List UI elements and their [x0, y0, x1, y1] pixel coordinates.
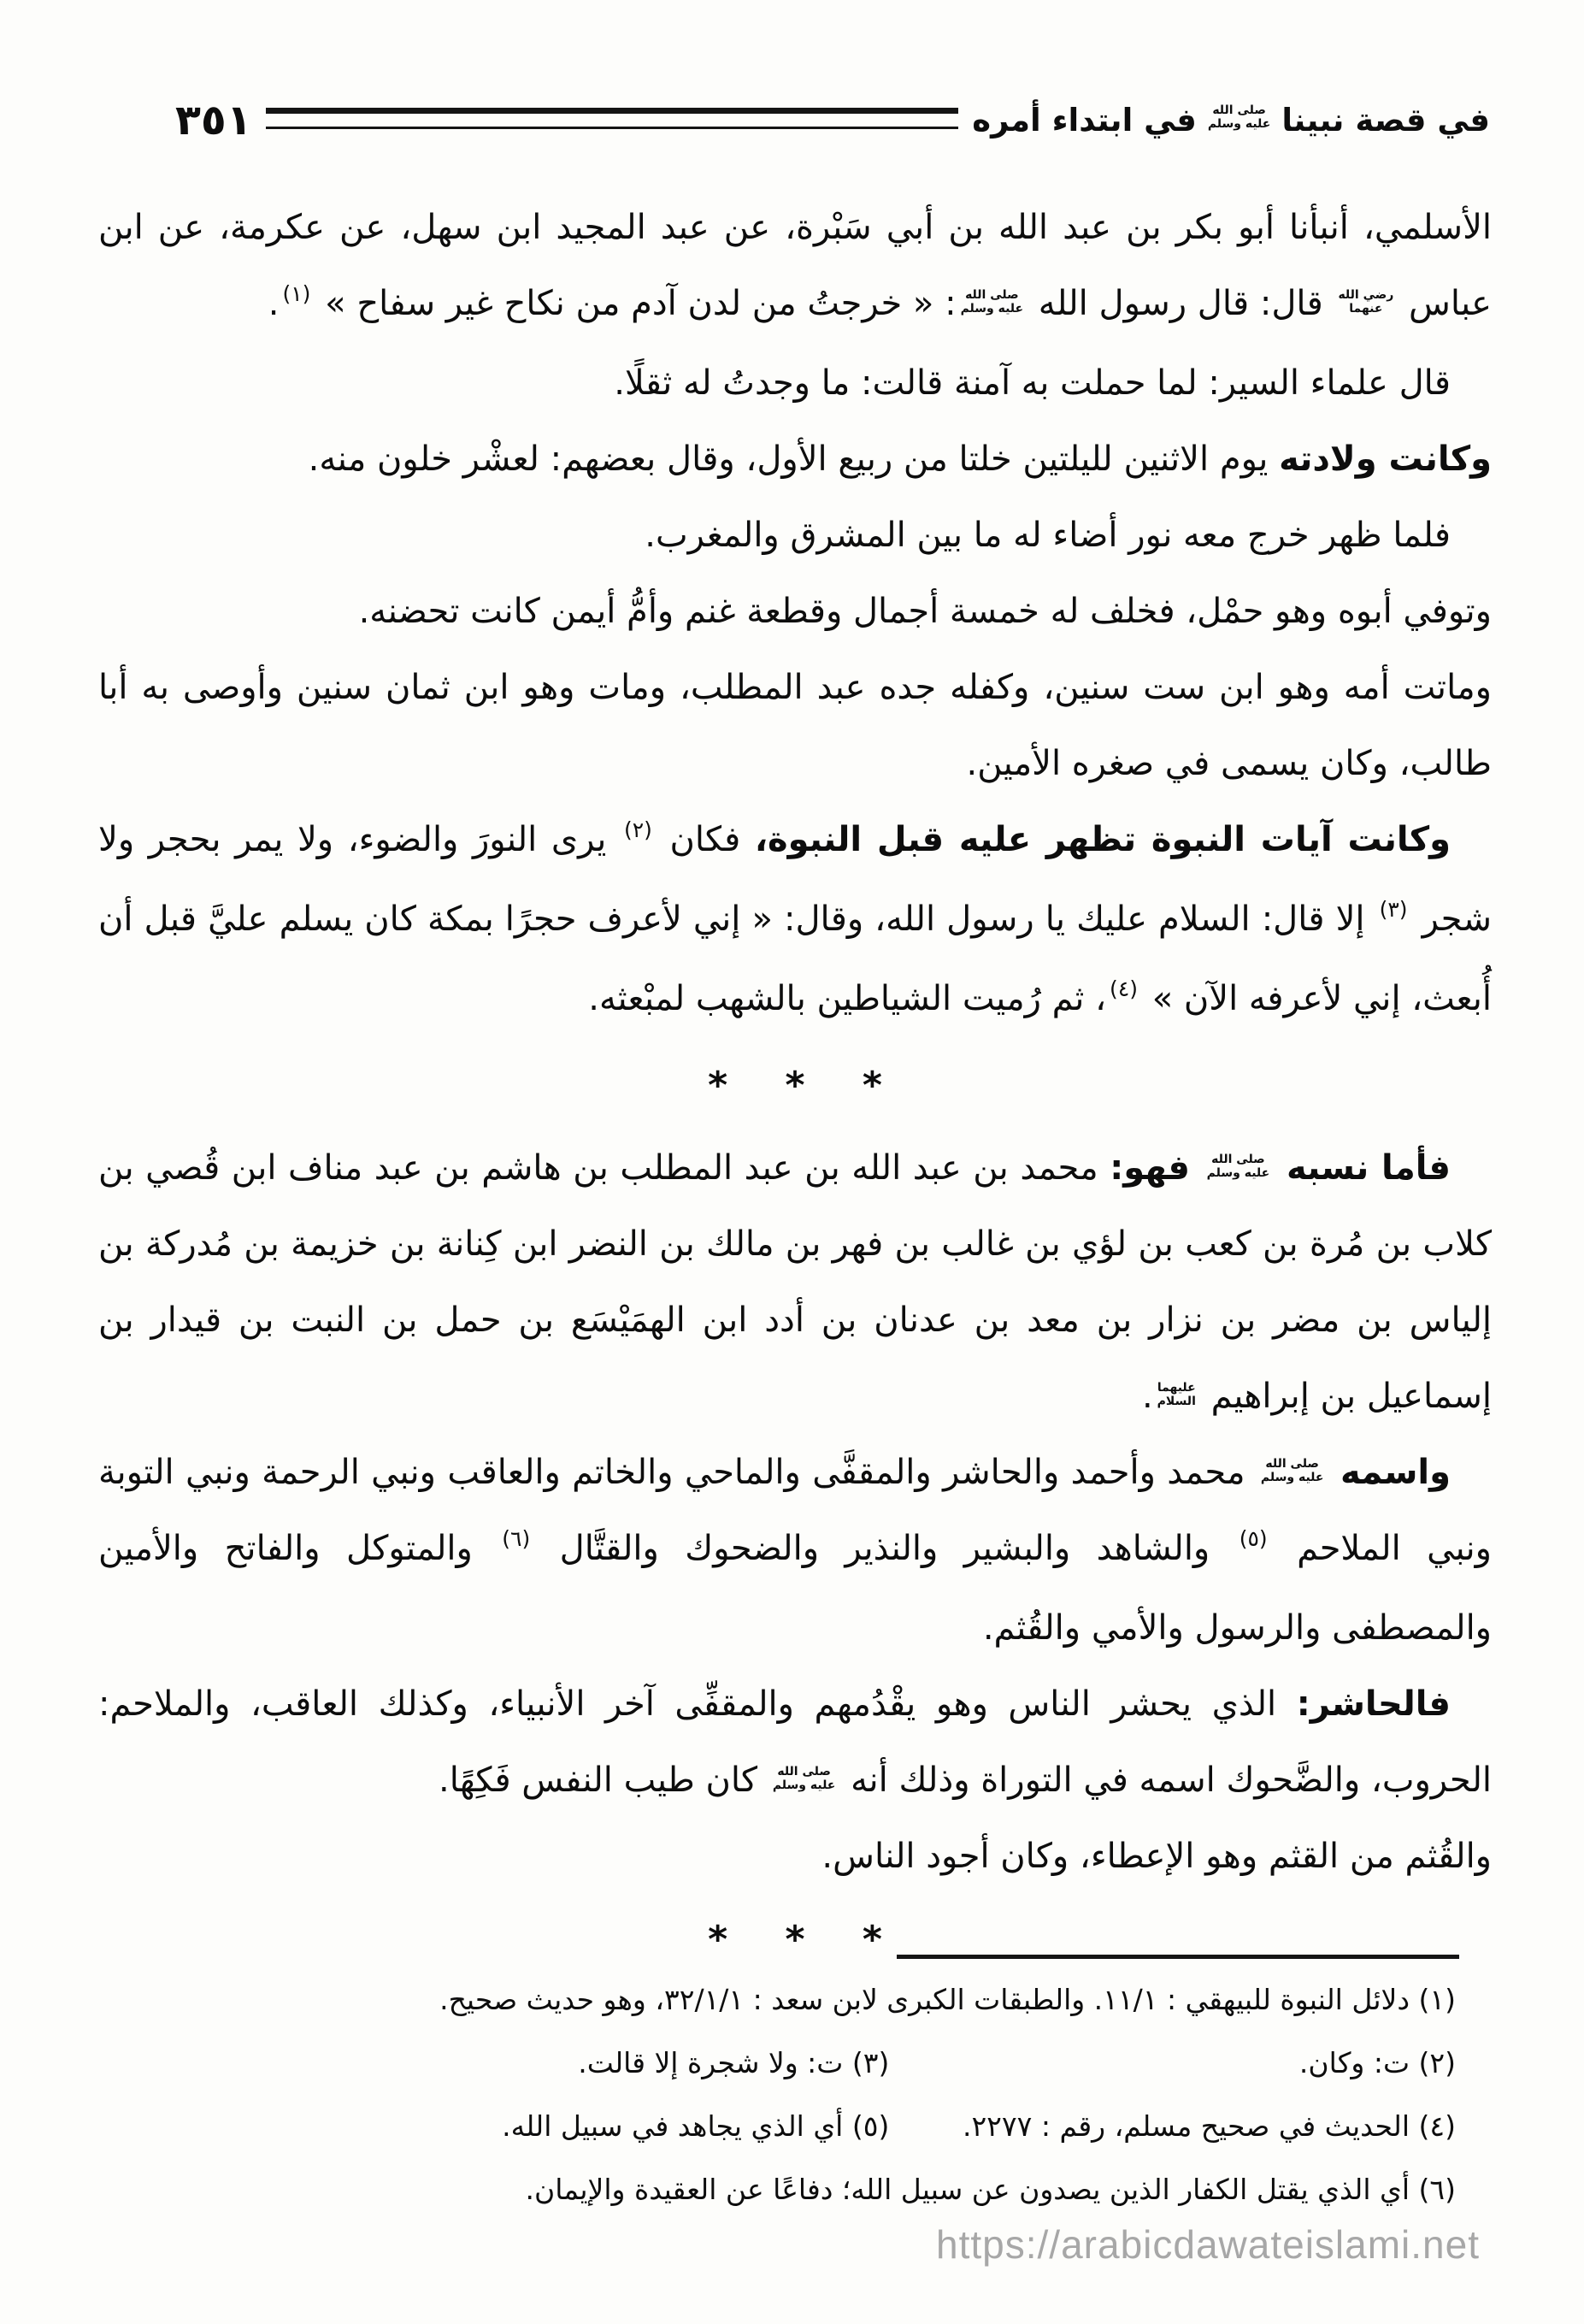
footnote-row — [250, 2032, 1456, 2095]
text-run: إلا قال: السلام عليك يا رسول الله، وقال: « إني لأعرف حجرًا بمكة كان يسلم عليَّ قبل أن أُبعث، إني لأعرفه الآن » — [98, 900, 1492, 1018]
footnote-ref: (٤) — [1110, 976, 1139, 1001]
body-paragraph — [98, 1130, 1492, 1435]
honorific-line: صلى الله — [965, 288, 1019, 302]
bold-text-run: فأما نسبه — [1274, 1148, 1451, 1188]
footnote-row — [250, 1968, 1456, 2032]
header-title — [972, 102, 1490, 139]
body-paragraph — [98, 574, 1492, 650]
honorific-symbol — [1207, 1153, 1270, 1180]
footnote: (١) دلائل النبوة للبيهقي : ١١/١. والطبقات الكبرى لابن سعد : ٣٢/١/١، وهو حديث صحيح. — [439, 1983, 1456, 2016]
footnote-ref: (١) — [282, 281, 311, 306]
bold-text-run: فهو: — [1110, 1148, 1203, 1188]
footnote: (٢) ت: وكان. — [1298, 2046, 1456, 2079]
body-paragraph — [98, 1666, 1492, 1819]
honorific-line: عليه وسلم — [1206, 1166, 1270, 1180]
text-run: محمد وأحمد والحاشر والمقفَّى والماحي والخاتم والعاقب ونبي الرحمة ونبي التوبة ونبي الملاحم — [98, 1453, 1493, 1568]
honorific-symbol — [1208, 103, 1271, 131]
text-run: ، ثم رُميت الشياطين بالشهب لمبْعثه. — [588, 979, 1107, 1018]
footnotes — [250, 1968, 1456, 2221]
honorific-symbol — [961, 288, 1024, 316]
text-run: والقُثم من القثم وهو الإعطاء، وكان أجود الناس. — [821, 1837, 1492, 1876]
body-paragraph — [98, 802, 1492, 1041]
footnote: (٥) أي الذي يجاهد في سبيل الله. — [502, 2109, 890, 2143]
honorific-line: عليهما — [1157, 1381, 1196, 1395]
honorific-line: صلى الله — [1212, 103, 1266, 117]
footnote-separator-rule — [897, 1955, 1459, 1959]
honorific-line: صلى الله — [1211, 1153, 1265, 1166]
text-run: : « خرجتُ من لدن آدم من نكاح غير سفاح » — [314, 284, 957, 323]
honorific-symbol — [773, 1765, 836, 1792]
body-paragraph — [98, 1435, 1492, 1666]
text-run: وماتت أمه وهو ابن ست سنين، وكفله جده عبد المطلب، ومات وهو ابن ثمان سنين وأوصى به أبا طالب، وكان يسمى في صغره الأمين. — [98, 668, 1492, 783]
text-run: قال: قال رسول الله — [1028, 284, 1334, 323]
body-paragraph — [98, 190, 1492, 345]
text-run: وتوفي أبوه وهو حمْل، فخلف له خمسة أجمال وقطعة غنم وأمُّ أيمن كانت تحضنه. — [358, 592, 1492, 631]
honorific-line: صلى الله — [777, 1765, 831, 1778]
header-rule — [266, 108, 959, 129]
text-run: قال علماء السير: لما حملت به آمنة قالت: ما وجدتُ له ثقلًا. — [614, 363, 1451, 403]
text-run: في قصة نبينا — [1281, 102, 1490, 139]
honorific-line: عليه وسلم — [1207, 116, 1271, 131]
bold-text-run: فالحاشر: — [1296, 1684, 1451, 1724]
text-run: في ابتداء أمره — [972, 102, 1197, 139]
footnote: (٣) ت: ولا شجرة إلا قالت. — [578, 2046, 890, 2079]
text-run: والمتوكل والفاتح والأمين والمصطفى والرسول والأمي والقُثم. — [98, 1529, 1492, 1648]
footnote-ref: (٣) — [1379, 897, 1408, 922]
footnote-row — [250, 2095, 1456, 2158]
bold-text-run: وكانت ولادته — [1279, 439, 1492, 479]
body-text — [98, 190, 1492, 1985]
text-run: يرى النورَ والضوء، ولا يمر بحجر ولا شجر — [98, 820, 1493, 939]
text-run: فكان — [655, 820, 755, 859]
stars-separator: * * * — [708, 1918, 882, 1961]
text-run: الذي يحشر الناس وهو يقْدُمهم والمقفِّى آخر الأنبياء، وكذلك العاقب، والملاحم: الحروب، والضَّحوك اسمه في التوراة وذلك أنه — [98, 1684, 1492, 1800]
page-number: ٣٥١ — [175, 96, 252, 145]
text-run: . — [1141, 1377, 1153, 1416]
page-header — [175, 96, 1490, 145]
honorific-line: عنهما — [1349, 302, 1383, 316]
bold-text-run: وكانت آيات النبوة تظهر عليه قبل النبوة، — [754, 820, 1452, 859]
body-paragraph — [98, 1819, 1492, 1895]
text-run: الأسلمي، أنبأنا أبو بكر بن عبد الله بن أبي سَبْرة، عن عبد المجيد ابن سهل، عن عكرمة، عن ابن عباس — [98, 208, 1492, 323]
honorific-line: عليه وسلم — [960, 302, 1024, 316]
text-run: كان طيب النفس فَكِهًا. — [439, 1761, 768, 1800]
honorific-line: صلى الله — [1265, 1457, 1319, 1471]
footnote: (٤) الحديث في صحيح مسلم، رقم : ٢٢٧٧. — [962, 2109, 1456, 2143]
body-paragraph — [98, 345, 1492, 422]
footnote-ref: (٥) — [1239, 1526, 1268, 1551]
honorific-line: رضي الله — [1338, 288, 1394, 302]
honorific-symbol — [1261, 1457, 1324, 1484]
footnote-row — [250, 2158, 1456, 2221]
watermark-url: https://arabicdawateislami.net — [936, 2222, 1480, 2267]
footnote-ref: (٢) — [623, 817, 652, 842]
body-paragraph — [98, 650, 1492, 802]
honorific-symbol — [1157, 1381, 1196, 1408]
text-run: فلما ظهر خرج معه نور أضاء له ما بين المشرق والمغرب. — [645, 516, 1451, 555]
honorific-line: السلام — [1157, 1395, 1196, 1408]
honorific-line: عليه وسلم — [1260, 1471, 1324, 1484]
honorific-symbol — [1338, 288, 1393, 316]
bold-text-run: واسمه — [1328, 1453, 1451, 1492]
text-run: يوم الاثنين لليلتين خلتا من ربيع الأول، وقال بعضهم: لعشْر خلون منه. — [308, 439, 1280, 479]
footnote-ref: (٦) — [502, 1526, 531, 1551]
honorific-line: عليه وسلم — [772, 1778, 836, 1792]
text-run: . — [268, 284, 280, 323]
text-run: محمد بن عبد الله بن عبد المطلب بن هاشم بن عبد مناف ابن قُصي بن كلاب بن مُرة بن كعب بن لؤي بن غالب بن فهر بن مالك بن النضر ابن كِنانة بن خزيمة بن مُدركة بن إلياس بن مضر بن نزار بن معد بن عدنان بن أدد ابن الهمَيْسَع بن حمل بن النبت بن قيدار بن إسماعيل بن إبراهيم — [98, 1148, 1492, 1416]
body-paragraph — [98, 498, 1492, 574]
text-run: والشاهد والبشير والنذير والضحوك والقتَّال — [533, 1529, 1236, 1568]
footnote: (٦) أي الذي يقتل الكفار الذين يصدون عن سبيل الله؛ دفاعًا عن العقيدة والإيمان. — [525, 2173, 1456, 2206]
body-paragraph — [98, 422, 1492, 498]
stars-separator: * * * — [708, 1064, 882, 1107]
